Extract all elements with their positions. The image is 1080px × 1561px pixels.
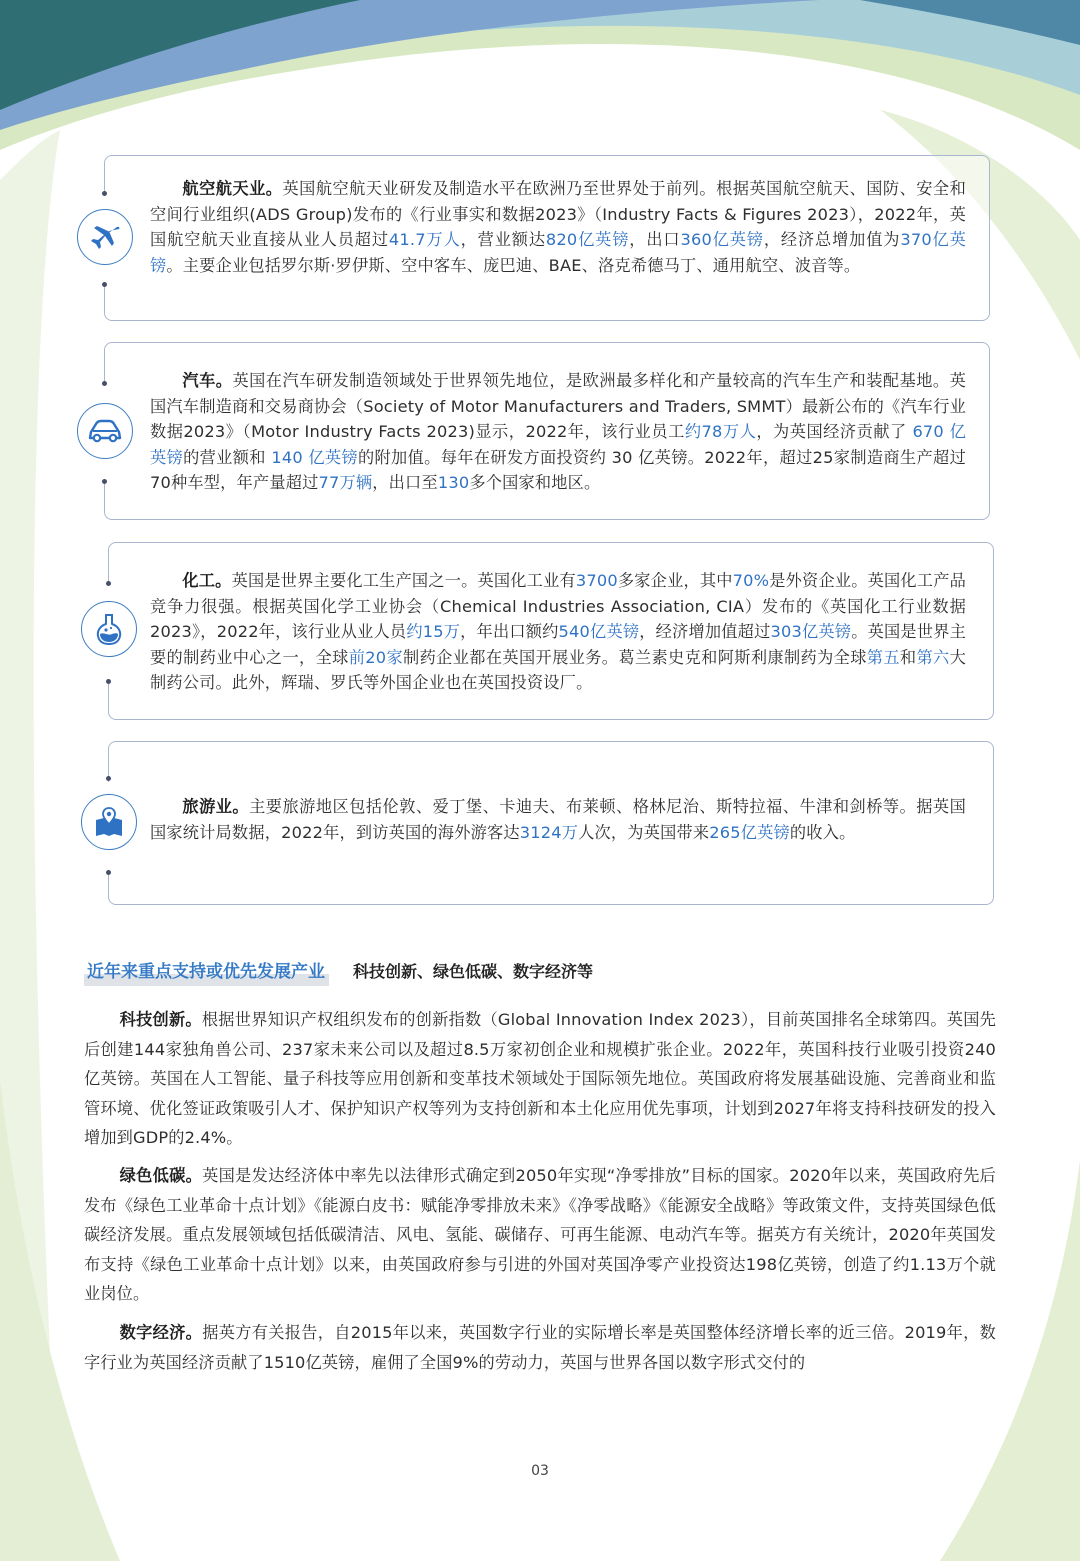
body-text: 英国在汽车研发制造领域处于世界领先地位，是欧洲最多样化和产量较高的汽车生产和装配基地。英国汽车制造商和交易商协会（Society of Motor Manufacturers and Traders, SMMT）最新公布的《汽车行业数据2023》（Motor Industry Facts 2023)显示，2022年，该行业员工 [150, 371, 967, 442]
body-text: 英国航空航天业研发及制造水平在欧洲乃至世界处于前列。根据英国航空航天、国防、安全和空间行业组织(ADS Group)发布的《行业事实和数据2023》（Industry Facts & Figures 2023），2022年，英国航空航天业直接从业人员超过 [150, 179, 966, 250]
car-icon [77, 403, 133, 459]
body-text: 多个国家和地区。 [469, 473, 601, 493]
section-tag: 近年来重点支持或优先发展产业 [84, 955, 329, 986]
body-text: 制药企业都在英国开展业务。葛兰素史克和阿斯利康制药为全球 [403, 647, 867, 667]
tech-innovation-title: 科技创新。 [119, 1010, 202, 1029]
body-text: 的附加值。每年在研发方面投资约 30 亿英镑。2022年，超过25家制造商生产超过70种车型，年产量超过 [150, 447, 966, 493]
highlight-value: 130 [437, 473, 470, 493]
body-text: 主要旅游地区包括伦敦、爱丁堡、卡迪夫、布莱顿、格林尼治、斯特拉福、牛津和剑桥等。据英国国家统计局数据，2022年，到访英国的海外游客达 [150, 797, 966, 842]
page-number: 03 [531, 1463, 549, 1479]
tourism-body [150, 797, 966, 842]
digital-economy-text: 据英方有关报告，自2015年以来，英国数字行业的实际增长率是英国整体经济增长率的近三倍。2019年，数字行业为英国经济贡献了1510亿英镑，雇佣了全国9%的劳动力，英国与世界各国以数字形式交付的 [84, 1323, 996, 1372]
green-lowcarbon-paragraph [84, 1161, 996, 1309]
highlight-value: 70% [732, 571, 770, 590]
body-text: 。主要企业包括罗尔斯·罗伊斯、空中客车、庞巴迪、BAE、洛克希德马丁、通用航空、波音等。 [166, 255, 861, 275]
body-text: ，经济总增加值为 [763, 230, 901, 250]
highlight-value: 第六 [916, 647, 950, 667]
section-subtitle: 科技创新、绿色低碳、数字经济等 [353, 962, 594, 981]
highlight-value: 370亿英镑 [150, 230, 966, 275]
chemicals-title: 化工。 [182, 571, 232, 590]
body-text: ，经济增加值超过 [639, 622, 771, 642]
airplane-icon [77, 209, 133, 265]
highlight-value: 360亿英镑 [680, 230, 764, 250]
flask-icon [81, 601, 137, 657]
green-lowcarbon-title: 绿色低碳。 [119, 1166, 203, 1185]
body-text: 是外资企业。英国化工产品竞争力很强。根据英国化学工业协会（Chemical Industries Association, CIA）发布的《英国化工行业数据2023》，2022年，该行业从业人员 [150, 571, 966, 642]
automotive-body [150, 371, 966, 492]
tech-innovation-text: 根据世界知识产权组织发布的创新指数（Global Innovation Index 2023），目前英国排名全球第四。英国先后创建144家独角兽公司、237家未来公司以及超过8.5万家初创企业和规模扩张企业。2022年，英国科技行业吸引投资240亿英镑。英国在人工智能、量子科技等应用创新和变革技术领域处于国际领先地位。英国政府将发展基础设施、完善商业和监管环境、优化签证政策吸引人才、保护知识产权等列为支持创新和本土化应用优先事项，计划到2027年将支持科技研发的投入增加到GDP的2.4%。 [84, 1010, 997, 1148]
automotive-title: 汽车。 [182, 371, 233, 390]
body-text: 和 [899, 647, 917, 667]
body-text: ，为英国经济贡献了 [756, 422, 913, 442]
highlight-value: 540亿英镑 [558, 622, 640, 642]
body-text: 。英国是世界主要的制药业中心之一，全球 [150, 622, 966, 667]
highlight-value: 77万辆 [318, 473, 373, 493]
highlight-value: 约78万人 [684, 422, 757, 442]
highlight-value: 41.7万人 [388, 230, 461, 250]
highlight-value: 3124万 [519, 822, 579, 842]
highlight-value: 140 亿英镑 [271, 447, 358, 467]
highlight-value: 3700 [575, 571, 618, 590]
chemicals-text [150, 568, 966, 696]
section-heading [84, 955, 593, 986]
highlight-value: 前20家 [348, 647, 404, 667]
body-text: 英国是世界主要化工生产国之一。英国化工业有 [231, 571, 576, 590]
highlight-value: 第五 [866, 647, 900, 667]
automotive-text [150, 368, 966, 496]
aerospace-text [150, 176, 966, 278]
body-text: 人次，为英国带来 [578, 822, 710, 842]
body-text: 大制药公司。此外，辉瑞、罗氏等外国企业也在英国投资设厂。 [150, 647, 966, 693]
map-pin-icon [81, 794, 137, 850]
body-text: 的收入。 [789, 822, 856, 842]
aerospace-title: 航空航天业。 [182, 179, 283, 198]
chemicals-body [150, 571, 966, 692]
digital-economy-title: 数字经济。 [119, 1323, 203, 1342]
highlight-value: 265亿英镑 [709, 822, 790, 842]
body-text: ，年出口额约 [460, 622, 559, 642]
body-text: ，出口至 [372, 473, 438, 493]
highlight-value: 670 亿英镑 [150, 422, 966, 467]
highlight-value: 约15万 [406, 622, 461, 642]
highlight-value: 820亿英镑 [545, 230, 630, 250]
body-text: ，营业额达 [460, 230, 546, 250]
tourism-text [150, 794, 966, 845]
tech-innovation-paragraph [84, 1005, 996, 1153]
digital-economy-paragraph [84, 1318, 996, 1377]
highlight-value: 303亿英镑 [770, 622, 852, 642]
body-text: ，出口 [629, 230, 681, 250]
green-lowcarbon-text: 英国是发达经济体中率先以法律形式确定到2050年实现“净零排放”目标的国家。2020年以来，英国政府先后发布《绿色工业革命十点计划》《能源白皮书：赋能净零排放未来》《净零战略》《能源安全战略》等政策文件，支持英国绿色低碳经济发展。重点发展领域包括低碳清洁、风电、氢能、碳储存、可再生能源、电动汽车等。据英方有关统计，2020年英国发布支持《绿色工业革命十点计划》以来，由英国政府参与引进的外国对英国净零产业投资达198亿英镑，创造了约1.13万个就业岗位。 [84, 1166, 997, 1304]
body-text: 的营业额和 [183, 447, 272, 467]
body-text: 多家企业，其中 [617, 571, 733, 590]
tourism-title: 旅游业。 [182, 797, 250, 816]
